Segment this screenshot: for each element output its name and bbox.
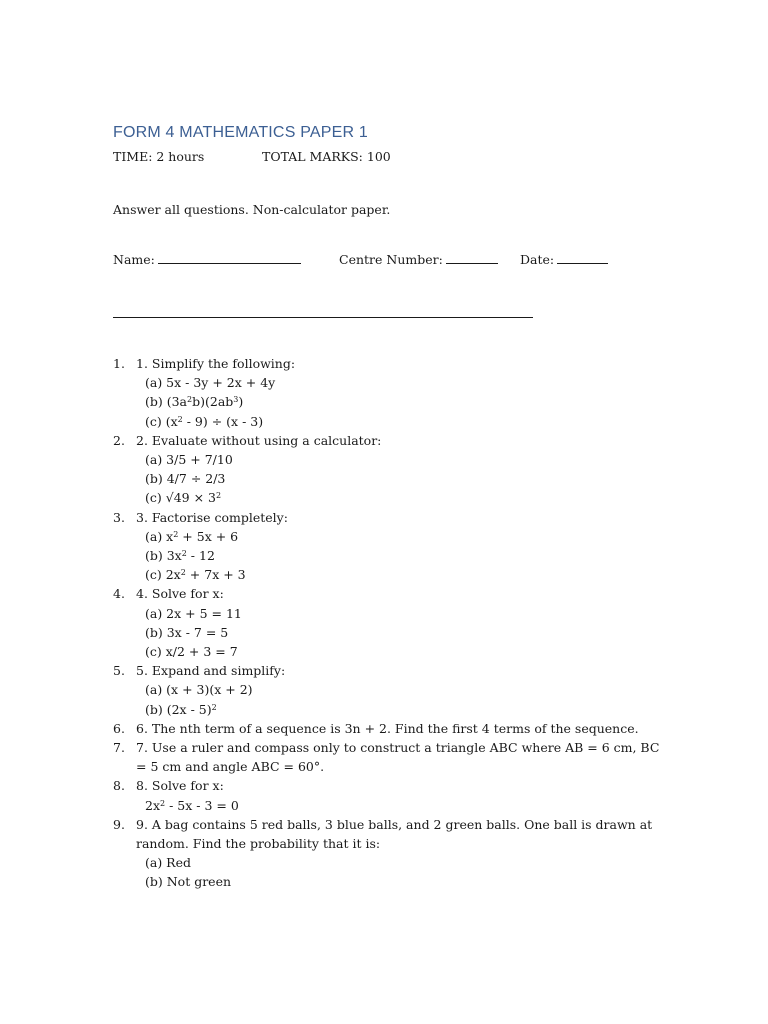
centre-number-field <box>339 252 498 267</box>
date-label: Date: <box>520 252 555 267</box>
question-part: (a) $x^2 + 5x + 6$ <box>145 528 239 544</box>
instructions: Answer all questions. Non-calculator paper. <box>113 202 391 217</box>
question-part: (c) $2x^2 + 7x + 3$ <box>145 567 246 583</box>
question-number: 7. <box>113 740 125 756</box>
question-part: (a) (x + 3)(x + 2) <box>145 682 253 698</box>
question-item <box>113 661 673 719</box>
question-part: (c) x/2 + 3 = 7 <box>145 644 238 660</box>
question-item <box>113 776 673 814</box>
question-number: 2. <box>113 432 125 448</box>
date-blank-line <box>557 252 608 264</box>
question-number: 4. <box>113 586 125 602</box>
question-part: (c) $√49 \times 3^2$ <box>145 490 222 506</box>
centre-number-blank-line <box>446 252 498 264</box>
question-list <box>113 354 673 892</box>
date-field <box>520 252 608 267</box>
paper-title: FORM 4 MATHEMATICS PAPER 1 <box>113 124 369 141</box>
centre-number-label: Centre Number: <box>339 252 443 267</box>
question-item <box>113 354 673 431</box>
question-text: 9. A bag contains 5 red balls, 3 blue balls, and 2 green balls. One ball is drawn at random. Find the probability that it is: <box>136 816 653 852</box>
question-text: 7. Use a ruler and compass only to construct a triangle ABC where AB = 6 cm, BC = 5 cm and angle ABC = 60°. <box>136 740 660 775</box>
question-item <box>113 508 673 585</box>
question-part: (a) 3/5 + 7/10 <box>145 452 233 468</box>
question-part: (b) (2x - 5)$^2$ <box>145 701 217 717</box>
question-number: 5. <box>113 663 125 679</box>
question-part: (a) Red <box>145 855 191 871</box>
question-item <box>113 738 673 776</box>
name-blank-line <box>158 252 301 264</box>
time-allowed: TIME: 2 hours <box>113 149 205 164</box>
name-label: Name: <box>113 252 155 267</box>
question-number: 6. <box>113 720 125 736</box>
question-number: 8. <box>113 778 125 794</box>
question-item <box>113 431 673 508</box>
question-part: (b) 3x - 7 = 5 <box>145 624 229 640</box>
question-number: 1. <box>113 356 125 371</box>
question-part: $2x^2 - 5x - 3 = 0$ <box>145 797 239 813</box>
question-item <box>113 584 673 661</box>
question-item <box>113 815 673 892</box>
question-text: 5. Expand and simplify: <box>136 663 286 679</box>
question-number: 9. <box>113 816 125 832</box>
question-text: 6. The nth term of a sequence is 3n + 2. Find the first 4 terms of the sequence. <box>136 720 639 736</box>
question-part: (b) $3x^2 - 12$ <box>145 548 215 564</box>
question-part: (a) 2x + 5 = 11 <box>145 605 242 621</box>
question-text: 3. Factorise completely: <box>136 509 288 525</box>
question-text: 1. Simplify the following: <box>136 356 296 371</box>
question-text: 8. Solve for x: <box>136 778 224 794</box>
question-text: 4. Solve for x: <box>136 586 224 602</box>
question-part: (b) Not green <box>145 874 232 890</box>
question-part: (c) $(x^2 - 9) \div (x - 3)$ <box>145 413 264 429</box>
question-text: 2. Evaluate without using a calculator: <box>136 432 382 448</box>
question-part: (a) 5x - 3y + 2x + 4y <box>145 375 276 391</box>
divider-line <box>113 317 533 318</box>
question-item <box>113 719 673 738</box>
question-part: (b) $(3a^2b)(2ab^3)$ <box>145 394 244 410</box>
question-number: 3. <box>113 509 125 525</box>
name-field <box>113 252 301 267</box>
question-part: (b) 4/7 ÷ 2/3 <box>145 471 226 487</box>
total-marks: TOTAL MARKS: 100 <box>262 149 391 164</box>
